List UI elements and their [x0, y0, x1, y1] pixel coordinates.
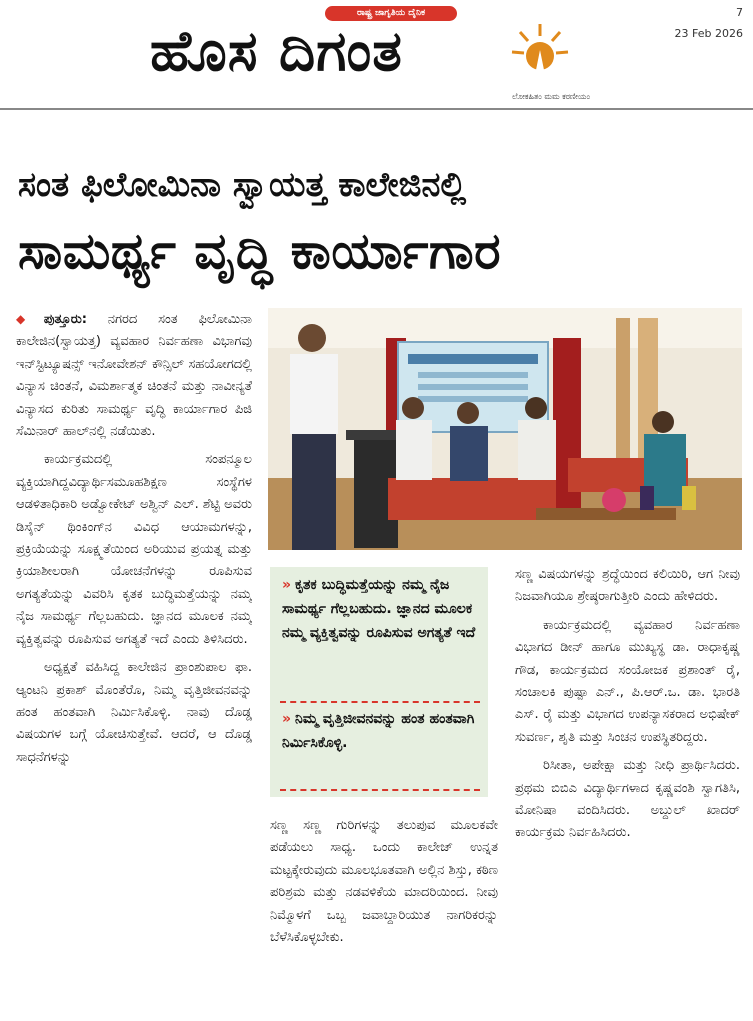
dashed-divider	[280, 789, 480, 791]
double-arrow-icon: »	[282, 711, 292, 727]
article-column-2	[270, 815, 498, 1015]
pull-quote-text: ಕೃತಕ ಬುದ್ಧಿಮತ್ತೆಯನ್ನು ನಮ್ಮ ನೈಜ ಸಾಮರ್ಥ್ಯ ಗೆಲ್ಲಬಹುದು. ಜ್ಞಾನದ ಮೂಲಕ ನಮ್ಮ ವ್ಯಕ್ತಿತ್ವವನ್ನು ರೂಪಿಸುವ ಅಗತ್ಯತೆ ಇದೆ	[282, 577, 476, 641]
event-photo	[268, 308, 742, 550]
article-headline: ಸಾಮರ್ಥ್ಯ ವೃದ್ಧಿ ಕಾರ್ಯಾಗಾರ	[18, 222, 502, 280]
article-paragraph: ಕಾರ್ಯಕ್ರಮದಲ್ಲಿ ಸಂಪನ್ಮೂಲ ವ್ಯಕ್ತಿಯಾಗಿದ್ದವಿದ್ಯಾರ್ಥಿಸಮೂಹಶಿಕ್ಷಣ ಸಂಸ್ಥೆಗಳ ಆಡಳಿತಾಧಿಕಾರಿ ಅಡ್ವೋಕೇಟ್ ಅಶ್ವಿನ್ ಎಲ್. ಶೆಟ್ಟಿ ಅವರು ಡಿಸೈನ್ ಥಿಂಕಿಂಗ್‌ನ ವಿವಿಧ ಆಯಾಮಗಳನ್ನು, ಪ್ರಕ್ರಿಯೆಯನ್ನು ಸೂಕ್ಷ್ಮತೆಯಿಂದ ಅರಿಯುವ ಪ್ರಯತ್ನ ಮತ್ತು ಕ್ರಿಯಾಶೀಲರಾಗಿ ಯೋಚನೆಗಳನ್ನು ರೂಪಿಸುವ ಅಗತ್ಯತೆಯನ್ನು ವಿವರಿಸಿ ಕೃತಕ ಬುದ್ಧಿಮತ್ತೆಯನ್ನು ನಮ್ಮ ನೈಜ ಸಾಮರ್ಥ್ಯ ಗೆಲ್ಲಬಹುದು. ಜ್ಞಾನದ ಮೂಲಕ ನಮ್ಮ ವ್ಯಕ್ತಿತ್ವವನ್ನು ರೂಪಿಸುವ ಅಗತ್ಯತೆ ಇದೆ ಎಂದು ತಿಳಿಸಿದರು.	[16, 452, 252, 647]
dashed-divider	[280, 701, 480, 703]
masthead-divider	[0, 108, 753, 110]
article-column-3	[515, 564, 740, 1014]
article-column-1	[16, 308, 252, 1013]
sun-logo-icon	[508, 20, 572, 84]
double-arrow-icon: »	[282, 577, 292, 593]
article-paragraph	[16, 308, 252, 443]
dateline-place: ಪುತ್ತೂರು:	[43, 312, 87, 327]
dateline	[16, 312, 87, 327]
article-paragraph: ಕಾರ್ಯಕ್ರಮದಲ್ಲಿ ವ್ಯವಹಾರ ನಿರ್ವಹಣಾ ವಿಭಾಗದ ಡೀನ್ ಹಾಗೂ ಮುಖ್ಯಸ್ಥ ಡಾ. ರಾಧಾಕೃಷ್ಣ ಗೌಡ, ಕಾರ್ಯಕ್ರಮದ ಸಂಯೋಜಕ ಪ್ರಶಾಂತ್ ರೈ, ಸಂಚಾಲಕಿ ಪುಷ್ಪಾ ಎನ್., ಪಿ.ಆರ್.ಒ. ಡಾ. ಭಾರತಿ ಎಸ್. ರೈ ಮತ್ತು ವಿಭಾಗದ ಉಪನ್ಯಾಸಕರಾದ ಅಭಿಷೇಕ್ ಸುವರ್ಣ, ಶೃತಿ ಮತ್ತು ಸಿಂಚನ ಉಪಸ್ಥಿತರಿದ್ದರು.	[515, 617, 740, 745]
pull-quote	[282, 573, 482, 645]
page-number: 7	[736, 6, 743, 19]
dateline-bullet-icon: ◆	[16, 312, 42, 326]
pull-quote-box	[270, 567, 488, 797]
article-paragraph: ರಿಸೀತಾ, ಅಪೇಕ್ಷಾ ಮತ್ತು ನೀಧಿ ಪ್ರಾರ್ಥಿಸಿದರು. ಪ್ರಥಮ ಬಿಬಿಎ ವಿದ್ಯಾರ್ಥಿಗಳಾದ ಕೃಷ್ಣವಂಶಿ ಸ್ವಾಗತಿಸಿ, ಮೋನಿಷಾ ವಂದಿಸಿದರು. ಅಬ್ದುಲ್ ಖಾದರ್ ಕಾರ್ಯಕ್ರಮ ನಿರ್ವಹಿಸಿದರು.	[515, 758, 740, 841]
pull-quote-text: ನಿಮ್ಮ ವೃತ್ತಿಜೀವನವನ್ನು ಹಂತ ಹಂತವಾಗಿ ನಿರ್ಮಿಸಿಕೊಳ್ಳಿ.	[282, 711, 475, 751]
article-paragraph: ಸಣ್ಣ ವಿಷಯಗಳನ್ನು ಶ್ರದ್ಧೆಯಿಂದ ಕಲಿಯಿರಿ, ಆಗ ನೀವು ನಿಜವಾಗಿಯೂ ಶ್ರೇಷ್ಠರಾಗುತ್ತೀರಿ ಎಂದು ಹೇಳಿದರು.	[515, 567, 740, 605]
newspaper-title: ಹೊಸ ದಿಗಂತ	[150, 18, 403, 84]
article-paragraph: ಸಣ್ಣ ಸಣ್ಣ ಗುರಿಗಳನ್ನು ತಲುಪುವ ಮೂಲಕವೇ ಪಡೆಯಲು ಸಾಧ್ಯ. ಒಂದು ಕಾಲೇಜ್ ಉನ್ನತ ಮಟ್ಟಕ್ಕೇರುವುದು ಮೂಲಭೂತವಾಗಿ ಅಲ್ಲಿನ ಶಿಸ್ತು, ಕಠಿಣ ಪರಿಶ್ರಮ ಮತ್ತು ನಡವಳಿಕೆಯ ಮಾದರಿಯಿಂದ. ನೀವು ನಿಮ್ಮೊಳಗೆ ಒಬ್ಬ ಜವಾಬ್ದಾರಿಯುತ ನಾಗರಿಕರನ್ನು ಬೆಳೆಸಿಕೊಳ್ಳಬೇಕು.	[270, 818, 498, 946]
masthead-motto: ಲೋಕಹಿತಂ ಮಮ ಕರಣೀಯಂ	[512, 92, 591, 101]
paragraph-text: ನಗರದ ಸಂತ ಫಿಲೋಮಿನಾ ಕಾಲೇಜಿನ(ಸ್ವಾಯತ್ತ) ವ್ಯವಹಾರ ನಿರ್ವಹಣಾ ವಿಭಾಗವು ಇನ್‌ಸ್ಟಿಟ್ಯೂಷನ್ಸ್ ಇನೋವೇಶನ್ ಕೌನ್ಸಿಲ್ ಸಹಯೋಗದಲ್ಲಿ ವಿನ್ಯಾಸ ಚಿಂತನೆ, ವಿಮರ್ಶಾತ್ಮಕ ಚಿಂತನೆ ಮತ್ತು ನಾವೀನ್ಯತೆ ವಿನ್ಯಾಸದ ಕುರಿತು ಸಾಮರ್ಥ್ಯ ವೃದ್ಧಿ ಕಾರ್ಯಾಗಾರ ಪಿಜಿ ಸೆಮಿನಾರ್ ಹಾಲ್‌ನಲ್ಲಿ ನಡೆಯಿತು.	[16, 312, 252, 440]
issue-date: 23 Feb 2026	[674, 27, 743, 40]
article-paragraph: ಅಧ್ಯಕ್ಷತೆ ವಹಿಸಿದ್ದ ಕಾಲೇಜಿನ ಪ್ರಾಂಶುಪಾಲ ಫಾ. ಆ್ಯಂಟನಿ ಪ್ರಕಾಶ್ ಮೊಂತೆರೊ, ನಿಮ್ಮ ವೃತ್ತಿಜೀವನವನ್ನು ಹಂತ ಹಂತವಾಗಿ ನಿರ್ಮಿಸಿಕೊಳ್ಳಿ. ನಾವು ದೊಡ್ಡ ವಿಷಯಗಳ ಬಗ್ಗೆ ಯೋಚಿಸುತ್ತೇವೆ. ಆದರೆ, ಆ ದೊಡ್ಡ ಸಾಧನೆಗಳನ್ನು	[16, 660, 252, 765]
pull-quote	[282, 707, 482, 755]
article-kicker: ಸಂತ ಫಿಲೋಮಿನಾ ಸ್ವಾಯತ್ತ ಕಾಲೇಜಿನಲ್ಲಿ	[18, 165, 467, 205]
masthead-tagline: ರಾಷ್ಟ್ರ ಜಾಗೃತಿಯ ದೈನಿಕ	[325, 6, 457, 21]
